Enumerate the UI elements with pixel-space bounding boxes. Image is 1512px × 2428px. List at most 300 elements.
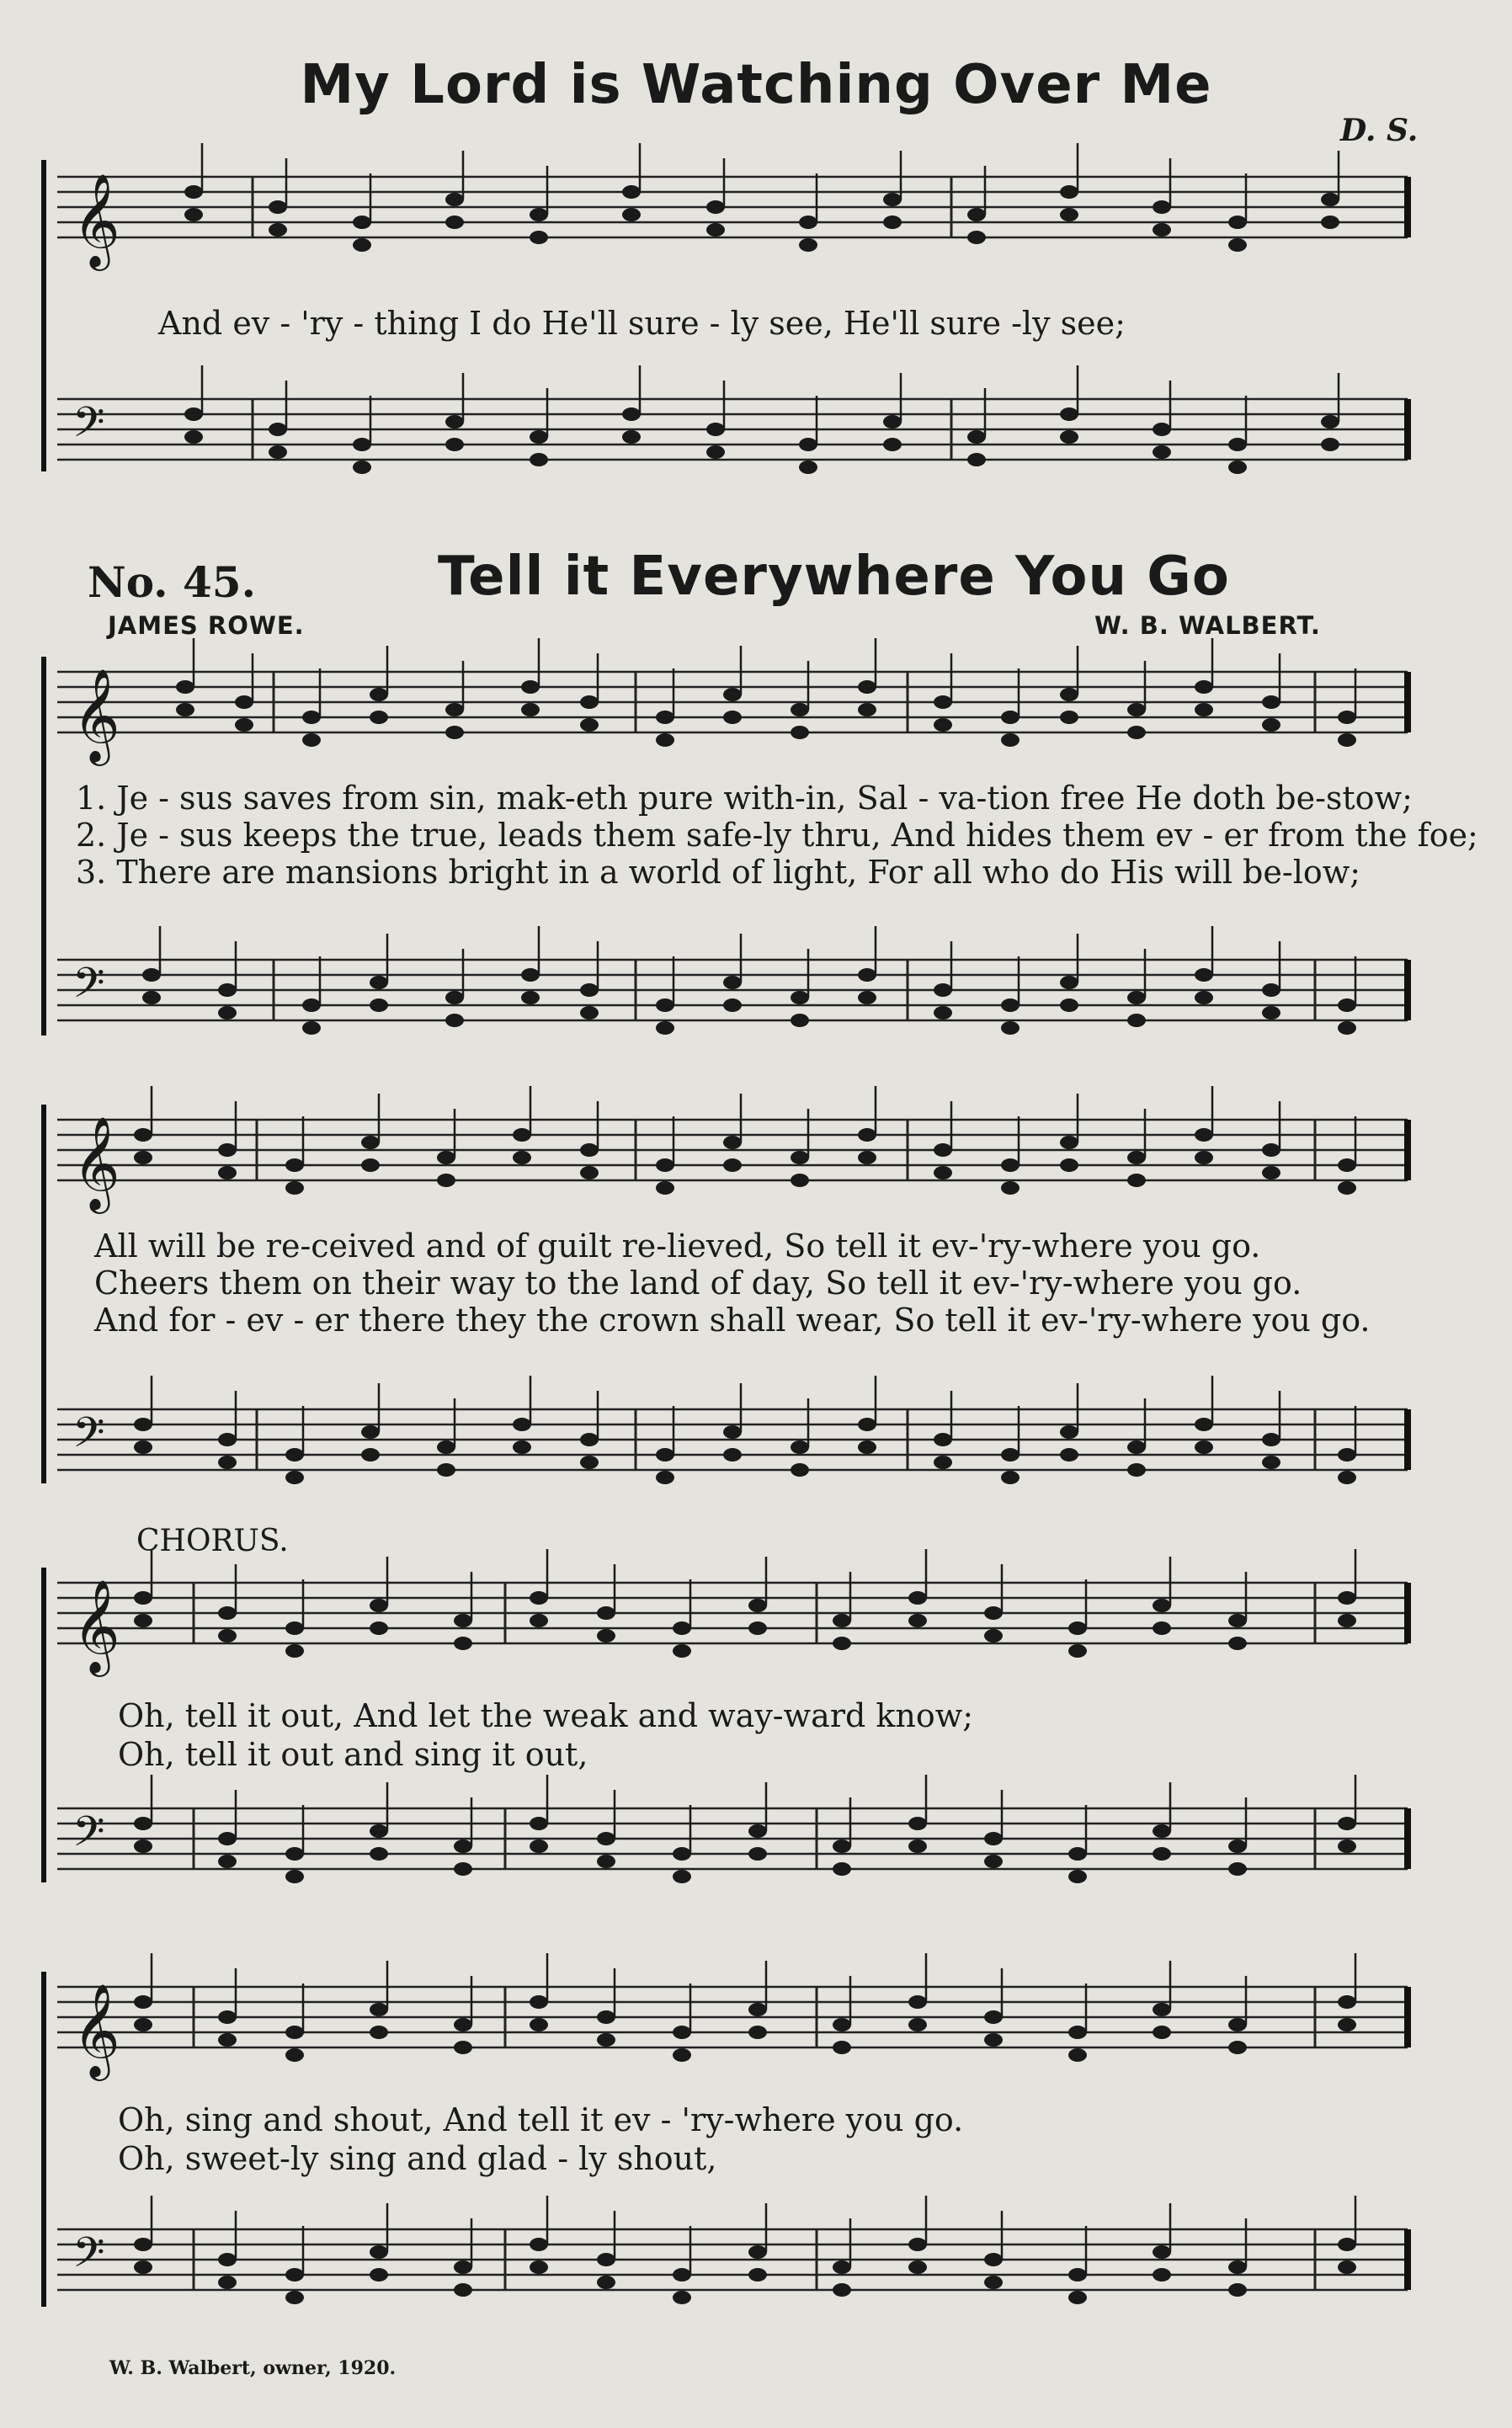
s2-treble-note	[1195, 1151, 1213, 1164]
s4-treble-note	[748, 2003, 767, 2016]
s1-treble-note	[176, 703, 194, 716]
s3-treble-note	[748, 1599, 767, 1612]
s3-bass-note	[673, 1847, 691, 1861]
s1-bass-note	[1262, 983, 1280, 997]
s3-bass-note	[984, 1832, 1003, 1845]
s2-bass-note	[791, 1463, 809, 1477]
s3-treble-note	[530, 1591, 548, 1605]
s2-bass-note	[1195, 1440, 1213, 1454]
s1-bass-note	[1001, 1021, 1020, 1035]
s3-bass-note	[530, 1817, 548, 1830]
s4-treble-note	[1068, 2026, 1087, 2039]
s2-bass-note	[934, 1456, 952, 1469]
s4-treble-note	[134, 1995, 152, 2009]
s1-treble-note	[723, 688, 742, 701]
s2-treble-note	[285, 1158, 304, 1172]
s1-treble-note	[934, 695, 952, 709]
prev-treble-note	[445, 193, 464, 206]
previous-hymn-title: My Lord is Watching Over Me	[300, 54, 1212, 116]
s2-treble-note	[934, 1166, 952, 1179]
s1-bass-note	[445, 991, 464, 1004]
s2-treble-note	[134, 1128, 152, 1142]
s1-treble-note	[656, 711, 674, 724]
prev-bass-note	[269, 423, 287, 436]
s2-treble-note	[1001, 1158, 1020, 1172]
s4-bass-note	[673, 2268, 691, 2282]
s2-treble-note	[1338, 1158, 1356, 1172]
s3-treble-note	[1338, 1591, 1356, 1605]
s3-bass-note	[1153, 1847, 1171, 1861]
s2-bass-note	[513, 1440, 531, 1454]
s1-treble-note	[235, 718, 253, 732]
prev-treble-note	[883, 216, 902, 229]
s4-bass-note	[134, 2238, 152, 2251]
s4-bass-note	[748, 2245, 767, 2259]
prev-bass-note	[967, 430, 986, 444]
hymn-number: No. 45.	[88, 557, 256, 607]
prev-bass-note	[1228, 461, 1247, 474]
s2-bass-note	[437, 1463, 455, 1477]
prev-bass-note	[883, 415, 902, 429]
s4-bass-note	[454, 2283, 472, 2297]
s2-bass-note	[1262, 1456, 1280, 1469]
prev-treble-note	[799, 238, 817, 252]
s3-bass-note	[134, 1840, 152, 1853]
s2-treble-note	[513, 1151, 531, 1164]
s1-treble-note	[1195, 680, 1213, 694]
s2-treble-note	[791, 1151, 809, 1164]
s4-bass-note	[370, 2268, 388, 2282]
prev-bass-note	[445, 438, 464, 451]
copyright-footer: W. B. Walbert, owner, 1920.	[109, 2357, 397, 2379]
s4-bass-note	[833, 2283, 851, 2297]
verse-line-3: 3. There are mansions bright in a world of light, For all who do His will be-low;	[76, 854, 1361, 891]
s2-treble-note	[656, 1158, 674, 1172]
s2-treble-note	[858, 1128, 876, 1142]
s4-treble-note	[134, 2018, 152, 2031]
s1-bass-note	[1338, 998, 1356, 1012]
prev-bass-note	[1228, 438, 1247, 451]
s3-bass-note	[597, 1855, 615, 1868]
s1-bass-note	[1001, 998, 1020, 1012]
prev-bass-note	[445, 415, 464, 429]
s1-bass-note	[142, 968, 161, 982]
prev-treble-note	[622, 208, 641, 221]
s2-treble-note	[134, 1151, 152, 1164]
s3-treble-note	[1153, 1599, 1171, 1612]
s4-treble-note	[370, 2026, 388, 2039]
s3-treble-note	[134, 1591, 152, 1605]
s2-bass-note	[580, 1433, 599, 1446]
s4-treble-note	[1338, 2018, 1356, 2031]
prev-treble-note	[1228, 216, 1247, 229]
prev-bass-note	[1153, 445, 1171, 459]
s4-treble-note	[748, 2026, 767, 2039]
s1-bass-note	[934, 983, 952, 997]
s3-bass-note	[908, 1817, 927, 1830]
s3-treble-note	[833, 1614, 851, 1627]
s2-treble-note	[1001, 1181, 1020, 1195]
s1-bass-note	[1338, 1021, 1356, 1035]
s3-bass-note	[370, 1824, 388, 1838]
s4-bass-note	[218, 2253, 237, 2266]
s4-bass-note	[134, 2260, 152, 2274]
s3-treble-note	[984, 1629, 1003, 1643]
s2-treble-note	[580, 1143, 599, 1157]
s2-bass-note	[134, 1418, 152, 1431]
s4-bass-note	[597, 2253, 615, 2266]
prev-treble-note	[706, 223, 725, 237]
prev-treble-note	[530, 208, 548, 221]
s4-treble-note	[1228, 2041, 1247, 2054]
prev-bass-note	[622, 430, 641, 444]
s2-treble-note	[656, 1181, 674, 1195]
prev-bass-note	[353, 438, 371, 451]
s3-treble-note	[1068, 1621, 1087, 1635]
prev-treble-note	[530, 231, 548, 244]
s2-bass-note	[723, 1448, 742, 1462]
s4-treble-note	[454, 2041, 472, 2054]
chorus-line-1: Oh, tell it out, And let the weak and way-ward know;	[118, 1697, 974, 1734]
s3-bass-note	[597, 1832, 615, 1845]
s1-treble-note	[791, 726, 809, 739]
s1-treble-note	[302, 733, 321, 747]
s3-treble-note	[1068, 1644, 1087, 1658]
s1-treble-note	[521, 703, 540, 716]
s3-bass-note	[908, 1840, 927, 1853]
prev-treble-note	[1153, 223, 1171, 237]
verse-line-2: 2. Je - sus keeps the true, leads them safe-ly thru, And hides them ev - er from the foe;	[76, 817, 1478, 854]
s2-bass-note	[1001, 1448, 1020, 1462]
s2-treble-note	[858, 1151, 876, 1164]
hymn-title: Tell it Everywhere You Go	[438, 546, 1230, 608]
s2-bass-note	[656, 1448, 674, 1462]
s3-bass-note	[1338, 1840, 1356, 1853]
prev-treble-clef: 𝄞	[72, 173, 120, 267]
prev-bass-note	[530, 453, 548, 466]
s2-treble-note	[218, 1166, 237, 1179]
s4-bass-note	[748, 2268, 767, 2282]
s2-treble-note	[791, 1174, 809, 1187]
chorus-line-4: Oh, sweet-ly sing and glad - ly shout,	[118, 2140, 717, 2177]
prev-bass-note	[706, 423, 725, 436]
s3-bass-clef: 𝄢	[72, 1808, 105, 1866]
s1-treble-note	[1001, 733, 1020, 747]
s3-bass-note	[454, 1862, 472, 1876]
s2-bass-note	[513, 1418, 531, 1431]
s1-treble-note	[723, 711, 742, 724]
s1-treble-note	[370, 688, 388, 701]
prev-treble-note	[269, 200, 287, 214]
s3-bass-note	[285, 1870, 304, 1883]
s2-bass-note	[723, 1425, 742, 1439]
s2-treble-note	[437, 1151, 455, 1164]
s2-bass-note	[858, 1440, 876, 1454]
s2-bass-note	[656, 1471, 674, 1484]
s4-bass-note	[984, 2276, 1003, 2289]
s3-bass-note	[833, 1862, 851, 1876]
s3-treble-note	[218, 1629, 237, 1643]
s1-treble-note	[1127, 726, 1146, 739]
s2-bass-note	[361, 1425, 380, 1439]
s3-bass-note	[673, 1870, 691, 1883]
s4-bass-note	[218, 2276, 237, 2289]
s2-treble-note	[513, 1128, 531, 1142]
s1-bass-note	[723, 998, 742, 1012]
prev-treble-note	[184, 208, 203, 221]
prev-bass-clef: 𝄢	[72, 398, 105, 457]
chorus-label: CHORUS.	[136, 1524, 289, 1558]
s3-bass-note	[1338, 1817, 1356, 1830]
s2-bass-note	[437, 1440, 455, 1454]
s3-treble-note	[454, 1637, 472, 1650]
s4-bass-note	[984, 2253, 1003, 2266]
s1-bass-note	[218, 983, 237, 997]
s1-bass-note	[1195, 968, 1213, 982]
s4-treble-note	[285, 2026, 304, 2039]
s1-bass-note	[142, 991, 161, 1004]
s2-treble-note	[1127, 1151, 1146, 1164]
s3-treble-note	[673, 1644, 691, 1658]
s1-bass-note	[521, 968, 540, 982]
s2-bass-note	[285, 1471, 304, 1484]
s1-bass-clef: 𝄢	[72, 959, 105, 1018]
prev-bass-note	[1060, 430, 1078, 444]
s2-treble-note	[361, 1136, 380, 1149]
s2-treble-note	[580, 1166, 599, 1179]
prev-treble-note	[353, 216, 371, 229]
s3-bass-note	[748, 1824, 767, 1838]
s3-treble-clef: 𝄞	[72, 1579, 120, 1673]
s2-treble-note	[934, 1143, 952, 1157]
s2-treble-note	[1262, 1143, 1280, 1157]
s3-treble-note	[370, 1621, 388, 1635]
s1-bass-note	[656, 998, 674, 1012]
s4-bass-clef: 𝄢	[72, 2228, 105, 2287]
s2-treble-note	[1127, 1174, 1146, 1187]
s3-treble-note	[285, 1644, 304, 1658]
s2-bass-clef: 𝄢	[72, 1408, 105, 1467]
s1-treble-note	[858, 680, 876, 694]
s4-bass-note	[1338, 2238, 1356, 2251]
prev-bass-note	[1321, 438, 1339, 451]
s1-bass-note	[1195, 991, 1213, 1004]
s1-bass-note	[791, 1014, 809, 1027]
s1-bass-note	[656, 1021, 674, 1035]
s2-bass-note	[1262, 1433, 1280, 1446]
s4-treble-note	[454, 2018, 472, 2031]
chorus-line-2: Oh, tell it out and sing it out,	[118, 1736, 588, 1773]
s1-treble-note	[445, 726, 464, 739]
prev-bass-note	[1060, 407, 1078, 421]
s4-bass-note	[285, 2291, 304, 2304]
s4-bass-note	[530, 2260, 548, 2274]
s1-bass-note	[858, 968, 876, 982]
s2-bass-note	[218, 1433, 237, 1446]
s4-treble-note	[1068, 2048, 1087, 2062]
chorus-line-3: Oh, sing and shout, And tell it ev - 'ry-where you go.	[118, 2101, 964, 2138]
s3-bass-note	[984, 1855, 1003, 1868]
s4-bass-note	[833, 2260, 851, 2274]
s2-bass-note	[1001, 1471, 1020, 1484]
s4-treble-note	[833, 2041, 851, 2054]
s2-bass-note	[285, 1448, 304, 1462]
refrain-line-2: Cheers them on their way to the land of day, So tell it ev-'ry-where you go.	[94, 1265, 1302, 1302]
refrain-line-3: And for - ev - er there they the crown shall wear, So tell it ev-'ry-where you go.	[94, 1302, 1371, 1339]
s4-treble-note	[1153, 2026, 1171, 2039]
s2-bass-note	[1127, 1440, 1146, 1454]
prev-treble-note	[706, 200, 725, 214]
prev-bass-note	[1321, 415, 1339, 429]
s3-treble-note	[673, 1621, 691, 1635]
s2-bass-note	[1060, 1448, 1078, 1462]
s3-treble-note	[454, 1614, 472, 1627]
s4-treble-note	[1338, 1995, 1356, 2009]
s1-treble-note	[656, 733, 674, 747]
s4-bass-note	[908, 2238, 927, 2251]
s4-bass-note	[673, 2291, 691, 2304]
s3-bass-note	[833, 1840, 851, 1853]
s4-bass-note	[597, 2276, 615, 2289]
s3-bass-note	[748, 1847, 767, 1861]
s3-treble-note	[218, 1606, 237, 1620]
prev-treble-note	[1153, 200, 1171, 214]
prev-bass-note	[883, 438, 902, 451]
prev-bass-note	[967, 453, 986, 466]
s2-treble-note	[1338, 1181, 1356, 1195]
s4-bass-note	[1153, 2268, 1171, 2282]
s1-treble-note	[1001, 711, 1020, 724]
s3-treble-note	[530, 1614, 548, 1627]
s1-treble-note	[1338, 711, 1356, 724]
prev-bass-note	[1153, 423, 1171, 436]
s1-bass-note	[1060, 976, 1078, 989]
s4-treble-note	[673, 2026, 691, 2039]
s4-bass-note	[1153, 2245, 1171, 2259]
s4-treble-note	[597, 2033, 615, 2047]
s3-treble-note	[908, 1614, 927, 1627]
prev-treble-note	[622, 185, 641, 199]
s2-treble-note	[437, 1174, 455, 1187]
s3-bass-note	[1228, 1862, 1247, 1876]
s3-bass-note	[1153, 1824, 1171, 1838]
s4-bass-note	[1228, 2260, 1247, 2274]
s2-bass-note	[1338, 1471, 1356, 1484]
s4-bass-note	[285, 2268, 304, 2282]
s4-bass-note	[530, 2238, 548, 2251]
s4-treble-note	[1228, 2018, 1247, 2031]
s4-treble-note	[530, 1995, 548, 2009]
s1-bass-note	[1127, 1014, 1146, 1027]
s1-bass-note	[723, 976, 742, 989]
s1-bass-note	[580, 983, 599, 997]
prev-bass-note	[184, 407, 203, 421]
s3-bass-note	[218, 1855, 237, 1868]
s2-treble-note	[285, 1181, 304, 1195]
prev-treble-note	[967, 208, 986, 221]
s1-treble-note	[1060, 711, 1078, 724]
s1-bass-note	[580, 1006, 599, 1020]
prev-treble-note	[353, 238, 371, 252]
s1-bass-note	[445, 1014, 464, 1027]
s3-treble-note	[984, 1606, 1003, 1620]
s2-bass-note	[580, 1456, 599, 1469]
prev-treble-note	[1060, 208, 1078, 221]
prev-bass-note	[269, 445, 287, 459]
s2-treble-note	[723, 1136, 742, 1149]
s4-treble-note	[530, 2018, 548, 2031]
s1-treble-note	[235, 695, 253, 709]
s2-bass-note	[134, 1440, 152, 1454]
s4-treble-note	[673, 2048, 691, 2062]
s1-bass-note	[370, 976, 388, 989]
s1-treble-note	[1195, 703, 1213, 716]
prev-bass-note	[799, 461, 817, 474]
prev-treble-note	[967, 231, 986, 244]
s3-treble-note	[748, 1621, 767, 1635]
s4-treble-note	[218, 2033, 237, 2047]
s2-bass-note	[1127, 1463, 1146, 1477]
s3-bass-note	[530, 1840, 548, 1853]
s1-treble-note	[1338, 733, 1356, 747]
s1-treble-note	[1262, 718, 1280, 732]
prev-treble-note	[184, 185, 203, 199]
s1-treble-note	[791, 703, 809, 716]
s1-bass-note	[302, 1021, 321, 1035]
s4-bass-note	[1228, 2283, 1247, 2297]
s4-treble-note	[597, 2010, 615, 2024]
author: JAMES ROWE.	[108, 611, 305, 640]
prev-bass-note	[622, 407, 641, 421]
s1-bass-note	[1262, 1006, 1280, 1020]
prev-treble-note	[1321, 193, 1339, 206]
s3-bass-note	[285, 1847, 304, 1861]
s1-treble-note	[302, 711, 321, 724]
prev-bass-note	[799, 438, 817, 451]
s1-treble-note	[580, 695, 599, 709]
prev-treble-note	[269, 223, 287, 237]
s4-bass-note	[908, 2260, 927, 2274]
s1-treble-note	[370, 711, 388, 724]
s3-treble-note	[1228, 1637, 1247, 1650]
s3-bass-note	[370, 1847, 388, 1861]
s3-treble-note	[1228, 1614, 1247, 1627]
s3-treble-note	[285, 1621, 304, 1635]
s1-bass-note	[521, 991, 540, 1004]
s1-treble-note	[521, 680, 540, 694]
s2-treble-note	[1262, 1166, 1280, 1179]
prev-treble-note	[799, 216, 817, 229]
s4-treble-note	[908, 1995, 927, 2009]
s3-bass-note	[218, 1832, 237, 1845]
s1-bass-note	[302, 998, 321, 1012]
prev-treble-note	[445, 216, 464, 229]
s3-treble-note	[370, 1599, 388, 1612]
s4-treble-note	[285, 2048, 304, 2062]
s1-treble-note	[1262, 695, 1280, 709]
s1-bass-note	[858, 991, 876, 1004]
s4-treble-note	[984, 2010, 1003, 2024]
s1-bass-note	[1060, 998, 1078, 1012]
prev-bass-note	[184, 430, 203, 444]
s1-treble-note	[445, 703, 464, 716]
s2-bass-note	[1338, 1448, 1356, 1462]
s3-bass-note	[1068, 1870, 1087, 1883]
prev-treble-note	[1228, 238, 1247, 252]
prev-bass-note	[353, 461, 371, 474]
prev-treble-note	[883, 193, 902, 206]
s3-bass-note	[454, 1840, 472, 1853]
